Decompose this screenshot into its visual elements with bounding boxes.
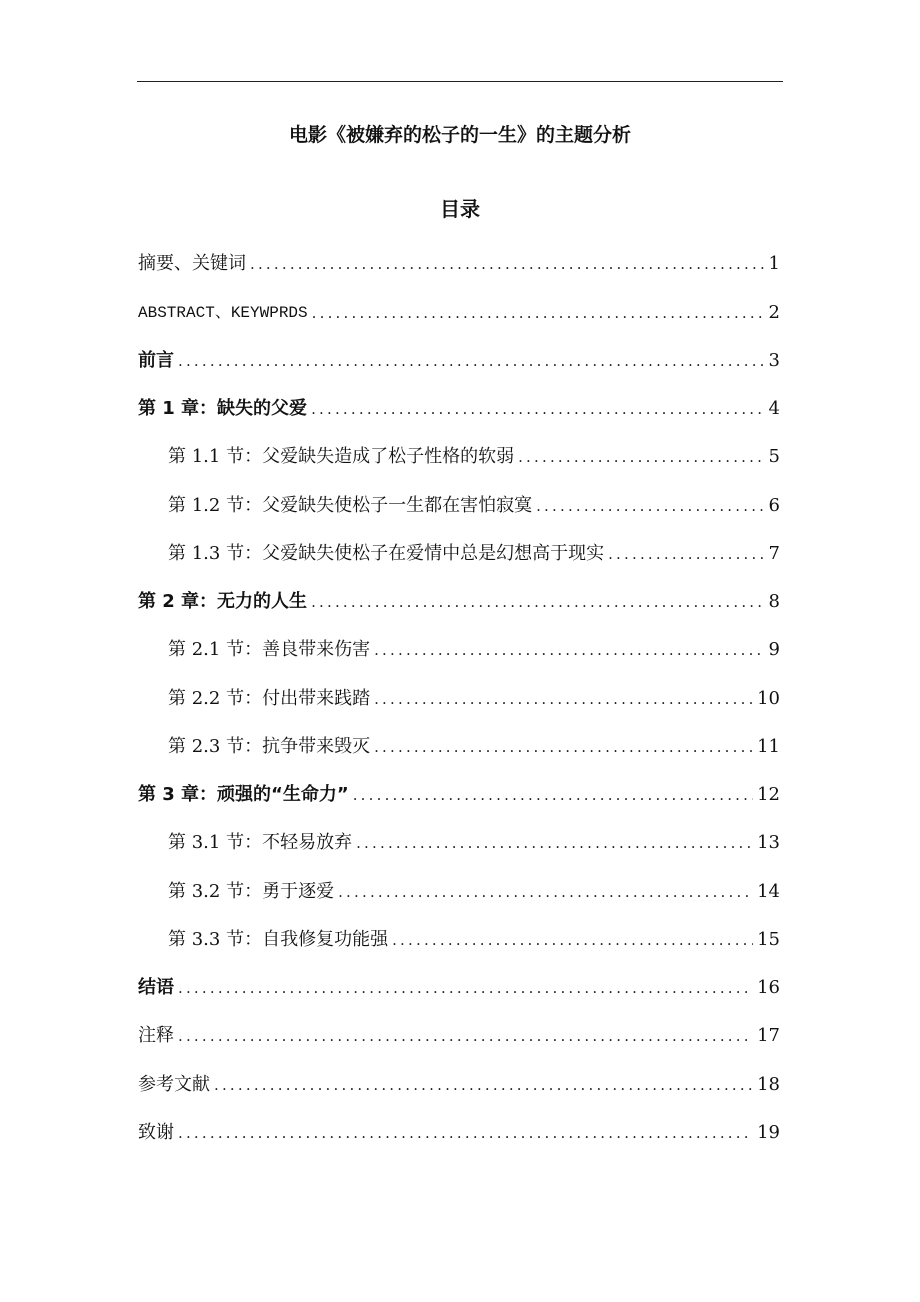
toc-entry-label: 第 3 章：顽强的“生命力”: [138, 784, 349, 805]
toc-entry-label: 第 3.2 节：勇于逐爱: [168, 880, 335, 902]
dot-leader: [518, 446, 764, 468]
dot-leader: [214, 1074, 753, 1096]
toc-page-number: 6: [768, 494, 780, 516]
toc-page-number: 3: [768, 349, 780, 371]
dot-leader: [311, 398, 764, 420]
dot-leader: [536, 495, 764, 517]
toc-page-number: 17: [757, 1025, 780, 1047]
dot-leader: [311, 591, 764, 613]
toc-entry-section-2-2[interactable]: [138, 675, 780, 723]
dot-leader: [178, 1025, 753, 1047]
toc-entry-references[interactable]: [138, 1061, 780, 1109]
toc-entry-label: ABSTRACT、KEYWPRDS: [138, 303, 308, 322]
toc-page-number: 11: [757, 735, 780, 757]
dot-leader: [374, 639, 764, 661]
toc-entry-label: 摘要、关键词: [138, 253, 246, 275]
toc-page-number: 13: [757, 832, 780, 854]
toc-page-number: 19: [757, 1121, 780, 1143]
toc-entry-label: 第 1 章：缺失的父爱: [138, 398, 308, 419]
toc-entry-section-2-1[interactable]: [138, 627, 780, 675]
toc-page-number: 14: [757, 880, 780, 902]
toc-page-number: 7: [768, 542, 780, 564]
toc-entry-section-2-3[interactable]: [138, 724, 780, 772]
toc-entry-label: 第 3.1 节：不轻易放弃: [168, 832, 353, 854]
dot-leader: [392, 929, 753, 951]
toc-entry-label: 第 2.3 节：抗争带来毁灭: [168, 735, 371, 757]
dot-leader: [374, 688, 753, 710]
toc-page-number: 18: [757, 1073, 780, 1095]
toc-entry-label: 第 3.3 节：自我修复功能强: [168, 928, 389, 950]
document-title: 电影《被嫌弃的松子的一生》的主题分析: [288, 124, 631, 146]
toc-page-number: 12: [757, 784, 780, 805]
toc-page-number: 8: [768, 591, 780, 612]
toc-entry-section-1-1[interactable]: [138, 434, 780, 482]
toc-page-number: 9: [768, 639, 780, 661]
dot-leader: [374, 736, 753, 758]
toc-entry-label: 第 2 章：无力的人生: [138, 591, 308, 612]
toc-entry-label: 结语: [138, 977, 174, 998]
toc-entry-abstract-en[interactable]: [138, 289, 780, 337]
toc-entry-conclusion[interactable]: [138, 965, 780, 1013]
toc-entry-chapter-3[interactable]: [138, 772, 780, 820]
toc-entry-label: 参考文献: [138, 1073, 210, 1095]
toc-entry-label: 第 1.3 节：父爱缺失使松子在爱情中总是幻想高于现实: [168, 542, 605, 564]
dot-leader: [178, 977, 753, 999]
toc-page-number: 16: [757, 977, 780, 998]
toc-entry-notes[interactable]: [138, 1013, 780, 1061]
toc-entry-section-1-2[interactable]: [138, 482, 780, 530]
toc-entry-section-1-3[interactable]: [138, 531, 780, 579]
toc-entry-chapter-1[interactable]: [138, 386, 780, 434]
dot-leader: [353, 784, 753, 806]
table-of-contents: [138, 241, 780, 1158]
dot-leader: [356, 832, 753, 854]
dot-leader: [608, 543, 764, 565]
header-rule: [137, 81, 783, 82]
toc-page-number: 5: [768, 446, 780, 468]
toc-entry-abstract-cn[interactable]: [138, 241, 780, 289]
toc-heading: 目录: [440, 197, 480, 221]
toc-entry-label: 第 2.2 节：付出带来践踏: [168, 687, 371, 709]
toc-entry-label: 第 1.1 节：父爱缺失造成了松子性格的软弱: [168, 446, 515, 468]
toc-entry-acknowledgements[interactable]: [138, 1110, 780, 1158]
toc-entry-section-3-1[interactable]: [138, 820, 780, 868]
toc-entry-label: 第 2.1 节：善良带来伤害: [168, 639, 371, 661]
toc-entry-label: 注释: [138, 1025, 174, 1047]
toc-page-number: 1: [768, 253, 780, 275]
toc-page-number: 4: [768, 398, 780, 419]
dot-leader: [178, 350, 765, 372]
dot-leader: [250, 253, 765, 275]
dot-leader: [312, 302, 765, 324]
toc-page-number: 15: [757, 928, 780, 950]
toc-entry-preface[interactable]: [138, 338, 780, 386]
toc-page-number: 2: [768, 301, 780, 323]
toc-entry-label: 前言: [138, 349, 174, 371]
toc-page-number: 10: [757, 687, 780, 709]
toc-entry-section-3-2[interactable]: [138, 868, 780, 916]
dot-leader: [178, 1122, 753, 1144]
toc-entry-label: 第 1.2 节：父爱缺失使松子一生都在害怕寂寞: [168, 494, 533, 516]
toc-entry-label: 致谢: [138, 1121, 174, 1143]
toc-entry-section-3-3[interactable]: [138, 917, 780, 965]
toc-entry-chapter-2[interactable]: [138, 579, 780, 627]
dot-leader: [338, 881, 753, 903]
